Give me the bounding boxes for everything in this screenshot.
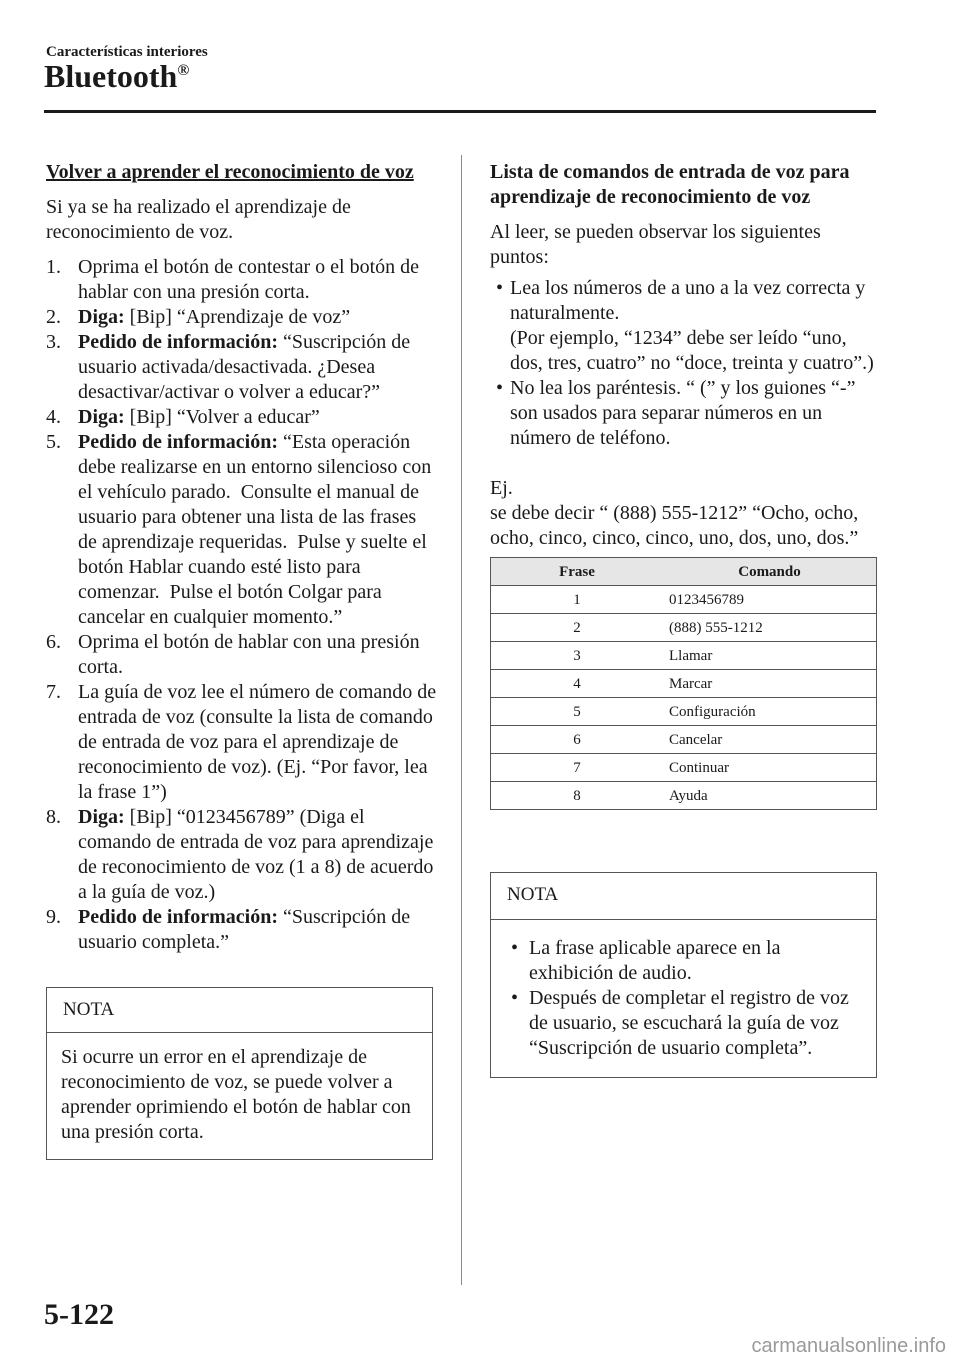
step-item xyxy=(46,255,438,305)
command-table xyxy=(490,557,877,810)
column-header-frase: Frase xyxy=(491,558,664,586)
column-divider xyxy=(461,155,462,1285)
step-number: 5. xyxy=(46,431,61,453)
frase-cell: 1 xyxy=(491,586,664,614)
step-number: 3. xyxy=(46,331,61,353)
example-label: Ej. xyxy=(490,477,513,499)
table-row xyxy=(491,642,877,670)
comando-cell: Llamar xyxy=(663,642,877,670)
step-label: Diga: xyxy=(78,306,125,328)
table-row xyxy=(491,670,877,698)
command-list-heading: Lista de comandos de entrada de voz para aprendizaje de reconocimiento de voz xyxy=(490,161,850,208)
comando-cell: (888) 555-1212 xyxy=(663,614,877,642)
reading-point xyxy=(490,276,878,376)
section-label: Características interiores xyxy=(46,44,208,60)
step-item xyxy=(46,430,438,630)
step-text: [Bip] “Aprendizaje de voz” xyxy=(124,306,351,328)
frase-cell: 3 xyxy=(491,642,664,670)
frase-cell: 7 xyxy=(491,754,664,782)
frase-cell: 8 xyxy=(491,782,664,810)
step-item xyxy=(46,630,438,680)
nota-body xyxy=(491,920,876,1077)
step-item xyxy=(46,330,438,405)
nota-text: Si ocurre un error en el aprendizaje de reconocimiento de voz, se puede volver a aprender oprimiendo el botón de hablar con una presión corta. xyxy=(61,1046,411,1143)
table-row xyxy=(491,726,877,754)
step-number: 9. xyxy=(46,906,61,928)
column-header-comando: Comando xyxy=(663,558,877,586)
step-text: “Esta operación debe realizarse en un entorno silencioso con el vehículo parado. Consulte el manual de usuario para obtener una lista de las frases de aprendizaje requeridas. Pulse y suelte el botón Hablar cuando esté listo para comenzar. Pulse el botón Colgar para cancelar en cualquier momento.” xyxy=(78,431,437,628)
reading-intro: Al leer, se pueden observar los siguientes puntos: xyxy=(490,221,821,268)
comando-cell: Continuar xyxy=(663,754,877,782)
comando-cell: Ayuda xyxy=(663,782,877,810)
step-number: 6. xyxy=(46,631,61,653)
step-label: Pedido de información: xyxy=(78,906,278,928)
step-label: Diga: xyxy=(78,406,125,428)
right-column xyxy=(490,160,878,1078)
comando-cell: Marcar xyxy=(663,670,877,698)
step-item xyxy=(46,680,442,805)
reading-point-example: (Por ejemplo, “1234” debe ser leído “uno, dos, tres, cuatro” no “doce, treinta y cuatro”.) xyxy=(510,327,874,374)
nota-bullet xyxy=(505,936,860,986)
step-number: 4. xyxy=(46,406,61,428)
frase-cell: 2 xyxy=(491,614,664,642)
reading-point-text: Lea los números de a uno a la vez correcta y naturalmente. xyxy=(510,277,866,324)
step-text: Oprima el botón de hablar con una presión corta. xyxy=(78,631,425,678)
chapter-title xyxy=(44,58,189,95)
step-item xyxy=(46,405,438,430)
step-number: 2. xyxy=(46,306,61,328)
table-row xyxy=(491,698,877,726)
relearn-heading: Volver a aprender el reconocimiento de voz xyxy=(46,161,414,183)
table-header-row xyxy=(491,558,877,586)
frase-cell: 6 xyxy=(491,726,664,754)
relearn-intro: Si ya se ha realizado el aprendizaje de reconocimiento de voz. xyxy=(46,196,351,243)
example-text: se debe decir “ (888) 555-1212” “Ocho, ocho, ocho, cinco, cinco, cinco, uno, dos, uno, dos.” xyxy=(490,502,859,549)
step-text: “Suscripción de usuario completa.” xyxy=(78,906,416,953)
left-column xyxy=(46,160,442,1160)
step-label: Diga: xyxy=(78,806,125,828)
nota-box-left xyxy=(46,987,433,1160)
registered-mark: ® xyxy=(177,62,190,79)
step-text: “Suscripción de usuario activada/desactivada. ¿Desea desactivar/activar o volver a educar?” xyxy=(78,331,416,403)
step-item xyxy=(46,305,438,330)
step-text: Oprima el botón de contestar o el botón de hablar con una presión corta. xyxy=(78,256,425,303)
nota-box-right xyxy=(490,872,877,1078)
table-row xyxy=(491,586,877,614)
watermark: carmanualsonline.info xyxy=(751,1335,946,1357)
bullet-dot: • xyxy=(496,377,504,399)
nota-bullet-text: La frase aplicable aparece en la exhibición de audio. xyxy=(529,937,781,984)
step-text: La guía de voz lee el número de comando de entrada de voz (consulte la lista de comando de entrada de voz para el aprendizaje de reconocimiento de voz). (Ej. “Por favor, lea la frase 1”) xyxy=(78,681,442,803)
header-rule xyxy=(44,110,876,113)
table-row xyxy=(491,614,877,642)
comando-cell: Configuración xyxy=(663,698,877,726)
reading-point xyxy=(490,376,878,451)
frase-cell: 5 xyxy=(491,698,664,726)
steps-list xyxy=(46,255,442,955)
nota-bullet xyxy=(505,986,860,1061)
step-text: [Bip] “Volver a educar” xyxy=(124,406,320,428)
bullet-dot: • xyxy=(511,987,519,1009)
page-number: 5-122 xyxy=(44,1298,114,1331)
nota-title: NOTA xyxy=(491,873,876,920)
nota-bullets xyxy=(505,936,860,1061)
nota-bullet-text: Después de completar el registro de voz de usuario, se escuchará la guía de voz “Suscripción de usuario completa”. xyxy=(529,987,849,1059)
step-number: 7. xyxy=(46,681,61,703)
table-row xyxy=(491,754,877,782)
nota-title: NOTA xyxy=(47,988,432,1033)
frase-cell: 4 xyxy=(491,670,664,698)
comando-cell: Cancelar xyxy=(663,726,877,754)
bullet-dot: • xyxy=(496,277,504,299)
bullet-dot: • xyxy=(511,937,519,959)
step-text: [Bip] “0123456789” (Diga el comando de entrada de voz para aprendizaje de reconocimiento de voz (1 a 8) de acuerdo a la guía de voz.) xyxy=(78,806,439,903)
comando-cell: 0123456789 xyxy=(663,586,877,614)
step-number: 1. xyxy=(46,256,61,278)
chapter-title-text: Bluetooth xyxy=(44,58,178,94)
reading-point-text: No lea los paréntesis. “ (” y los guiones “-” son usados para separar números en un número de teléfono. xyxy=(510,377,856,449)
table-row xyxy=(491,782,877,810)
step-number: 8. xyxy=(46,806,61,828)
reading-points xyxy=(490,276,878,451)
step-item xyxy=(46,805,438,905)
step-item xyxy=(46,905,438,955)
step-label: Pedido de información: xyxy=(78,331,278,353)
step-label: Pedido de información: xyxy=(78,431,278,453)
